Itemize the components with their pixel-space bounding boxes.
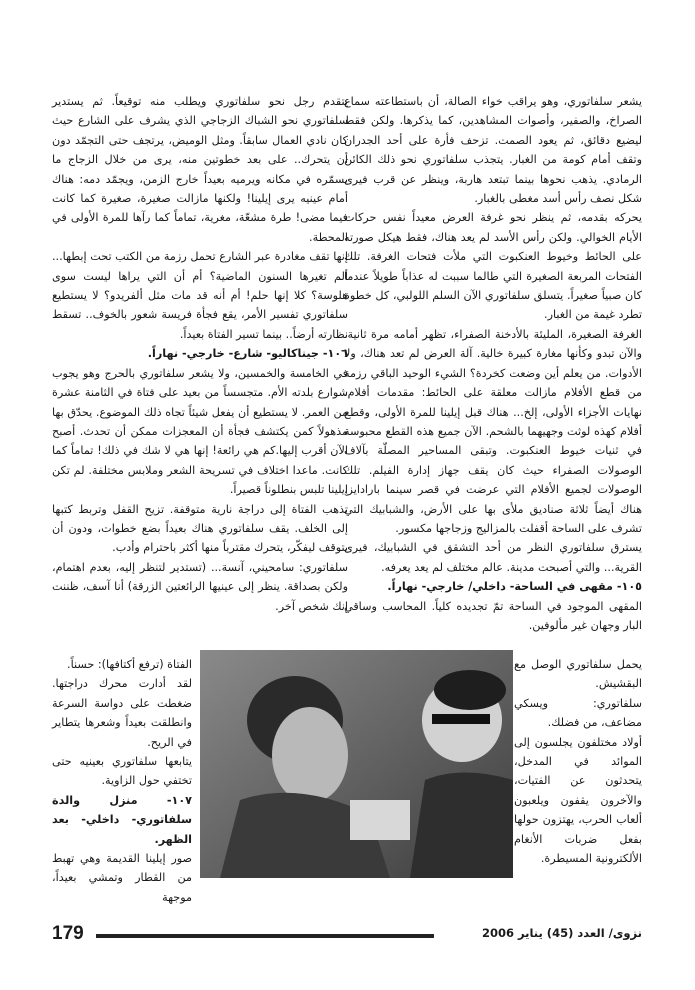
paragraph: إنها تقف مغادرة عبر الشارع تحمل رزمة من الكتب تحت إبطها... ألم تغيرها السنون الماضية؟ أم أن التي يراها ليست سوى هلوسة؟ كلا إنها حلم! أم أنه قد مات مثل ألفريدو؟ لا يستطيع سلفاتوري تفسير الأمر، يقع فجأة فريسة شعور بالخوف.. تسقط نظارته أرضاً.. بينما تسير الفتاة بعيداً. bbox=[52, 250, 348, 341]
film-still-photo bbox=[200, 650, 513, 878]
paragraph: يتابعها سلفاتوري بعينيه حتى تختفي حول الزاوية. bbox=[52, 755, 192, 788]
paragraph: تذهب الفتاة إلى دراجة نارية متوقفة. تزيح القفل وتربط كتبها إلى الخلف. يقف سلفاتوري هناك بعيداً بضع خطوات، ودون أن يتوقف ليفكّر، يتحرك مقترباً منها أكثر باحترام وأدب. bbox=[52, 502, 348, 555]
paragraph: يتقدم رجل نحو سلفاتوري ويطلب منه توقيعاً. ثم يستدير سلفاتوري نحو الشباك الزجاجي الذي يشرف على الشارع حيث كان نادي العمال سابقاً. ومثل الوميض، يرتجف حتى التجمّد دون أن يتحرك.. على بعد خطوتين منه، يرى من خلال الزجاج ما يسمّره في مكانه ويرميه بعيداً خارج الزمن، ويجمّد دمه: هناك أمام عينيه يرى إيلينا! ولكنها مازالت صغيرة، صغيرة كما كانت فيما مضى! طرة مشعّة، مغرية، تماماً كما رآها للمرة الأولى في المحطة. bbox=[52, 95, 348, 244]
paragraph: يحركه بقدمه، ثم ينظر نحو غرفة العرض معيداً نفس حركات الأيام الخوالي. ولكن رأس الأسد لم يعد هناك، فقط هيكل صورته على الحائط وخيوط العنكبوت التي ملأت فتحات الغرفة. تلك الفتحات المربعة الصغيرة التي طالما سببت له عذاباً طويلاً عندما كان صبياً صغيراً. يتسلق سلفاتوري الآن السلم اللولبي، كل خطوة تطرد غيمة من الغبار. bbox=[344, 211, 642, 322]
paragraph: يحمل سلفاتوري الوصل مع البقشيش. bbox=[514, 658, 642, 691]
paragraph: يسترق سلفاتوري النظر من أحد التشقق في الشبابيك، فيرى القرية... والتي أصبحت مدينة. عالم مختلف لم يعد يعرفه. bbox=[344, 541, 642, 574]
paragraph: سلفاتوري: سامحيني، آنسة... (تستدير لتنظر إليه، بعدم اهتمام، ولكن بصداقة. ينظر إلى عينيها الرائعتين الزرقة) أنا آسف، ظننت إنك شخص آخر. bbox=[52, 560, 348, 613]
paragraph: صور إيلينا القديمة وهي تهبط من القطار وتمشي بعيداً، موجهة bbox=[52, 852, 192, 904]
paragraph: الفتاة (ترفع أكتافها): حسناً. bbox=[67, 658, 192, 671]
text-wrap-right bbox=[514, 655, 642, 868]
scene-heading: ١٠٧- منزل والدة سلفاتوري- داخلي- بعد الظهر. bbox=[52, 793, 192, 846]
page-number: 179 bbox=[52, 923, 84, 944]
paragraph: لقد أدارت محرك دراجتها. ضغطت على دواسة السرعة وانطلقت بعيداً وشعرها يتطاير في الريح. bbox=[52, 677, 192, 749]
text-column-left bbox=[52, 92, 348, 616]
paragraph: الغرفة الصغيرة، المليئة بالأدخنة الصفراء، تظهر أمامه مرة ثانية. والآن تبدو وكأنها مغارة كبيرة خالية. آلة العرض لم تعد هناك، ولا الأدوات. من يعلم أين وضعت كخردة؟ الشيء الوحيد الباقي رزمة من قطع الأفلام مازالت معلقة على الحائط: مقدمات أفلام، نهايات الأجزاء الأولى، إلخ... هناك قبل إيلينا للمرة الأولى، وقطع أفلام كهذه لوثت وجهيهما بالشحم. الآن جميع هذه القطع محبوسة في ثنيات خيوط العنكبوت. وتبقى المساحير المصلّة بآلاف الوصولات الصفراء حيث كان يقف جهاز إدارة الفيلم. تلك الوصولات لجميع الأفلام التي عرضت في قصر سينما بارادايز. هناك أيضاً ثلاثة صناديق ملأى بها على الأرض، والشبابيك التي تشرف على الساحة أقفلت بالمزاليج وزجاجها مكسور. bbox=[344, 327, 642, 535]
page-footer bbox=[52, 925, 642, 947]
text-wrap-left bbox=[52, 655, 192, 907]
text-column-right bbox=[344, 92, 642, 635]
paragraph: يشعر سلفاتوري، وهو يراقب خواء الصالة، أن باستطاعته سماع الصراخ، والصفير، وأصوات المشاهدين، كما يذكرها. ولكن فقط ليضيع دقائق، ثم يعود الصمت. تزحف فأرة على أحد الجدران وتقف أمام كومة من الغبار. يتجذب سلفاتوري نحو ذلك الكائن الرمادي. يذهب نحوها بينما تبتعد هاربة، وينظر عن قرب فيرى شكل نصف رأس أسد مغطى بالغبار. bbox=[344, 95, 642, 206]
paragraph: أولاد مختلفون يجلسون إلى الموائد في المدخل، يتحدثون عن الفتيات، والآخرون يقفون ويلعبون ألعاب الحرب، يهتزون حولها بفعل ضربات الأنغام الألكترونية المسيطرة. bbox=[514, 735, 642, 866]
scene-heading: ١٠٥- مقهى في الساحة- داخلي/ خارجي- نهاراً. bbox=[387, 580, 642, 594]
scene-heading: ١٠٦- جيناكاليو- شارع- خارجي- نهاراً. bbox=[147, 347, 348, 361]
issue-label: نزوى/ العدد (45) يناير 2006 bbox=[481, 926, 642, 940]
paragraph: المقهى الموجود في الساحة تمّ تجديده كلياً. المحاسب وساقي البار وجهان غير مألوفين. bbox=[344, 599, 642, 632]
footer-rule bbox=[96, 934, 434, 938]
paragraph: في الخامسة والخمسين، ولا يشعر سلفاتوري بالحرج وهو يجوب شوارع بلدته الأم. متجسساً من بعيد على فتاة في الثامنة عشرة من العمر. لا يستطيع أن يفعل شيئاً تجاه ذلك الموضوع. يحدّق بها مذهولاً كمن يكتشف فجأة أن المعجزات ممكن أن تحدث. أصبح الآن أقرب إليها.كم هي رائعة! إنها هي لا شك في ذلك! تماماً كما كانت. ماعدا اختلاف في تسريحة الشعر وملابس مختلفة. لم تكن إيلينا تلبس بنطلوناً قصيراً. bbox=[52, 366, 348, 497]
paragraph: سلفاتوري: ويسكي مضاعف، من فضلك. bbox=[514, 696, 642, 730]
